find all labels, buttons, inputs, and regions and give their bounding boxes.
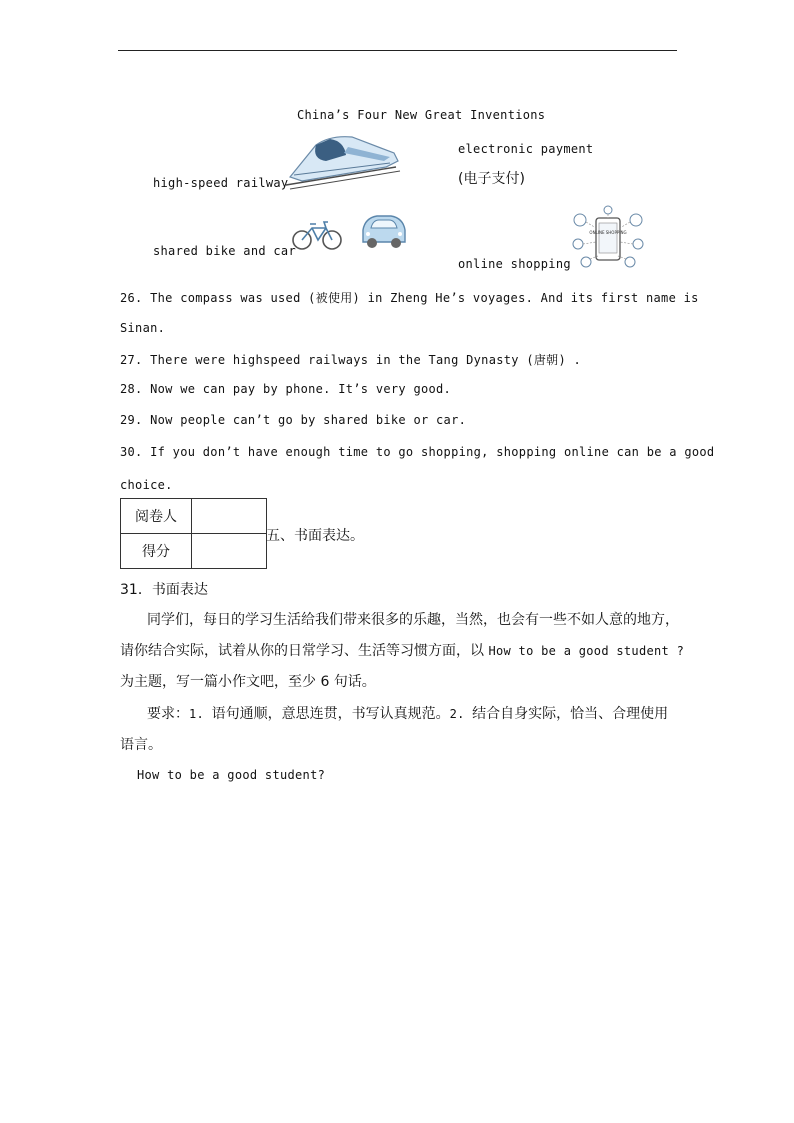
train-icon xyxy=(286,133,402,189)
question-28: 28. Now we can pay by phone. It’s very good. xyxy=(120,382,452,396)
label-high-speed-railway: high-speed railway xyxy=(153,176,289,190)
question-26-cont: Sinan. xyxy=(120,321,166,335)
writing-requirements-line-1 xyxy=(147,703,668,723)
requirement-2-number: 2. xyxy=(449,707,473,721)
header-rule xyxy=(118,50,677,51)
question-30-cont: choice. xyxy=(120,478,173,492)
writing-paragraph-line-2 xyxy=(120,640,684,660)
reviewer-label: 阅卷人 xyxy=(121,499,192,534)
question-27: 27. There were highspeed railways in the Tang Dynasty (唐朝) . xyxy=(120,353,582,367)
writing-prompt-title: How to be a good student? xyxy=(137,768,326,782)
label-shared-bike-car: shared bike and car xyxy=(153,244,296,258)
requirement-2-text: 结合自身实际，恰当、合理使用 xyxy=(472,706,669,722)
question-29: 29. Now people can’t go by shared bike or car. xyxy=(120,413,467,427)
requirement-1-number: 1. xyxy=(189,707,212,721)
question-30: 30. If you don’t have enough time to go shopping, shopping online can be a good xyxy=(120,445,715,459)
requirements-label: 要求： xyxy=(147,706,189,722)
bicycle-icon xyxy=(292,218,342,252)
score-field[interactable] xyxy=(192,534,267,569)
score-label: 得分 xyxy=(121,534,192,569)
writing-requirements-line-2: 语言。 xyxy=(120,737,162,753)
section-title: 五、书面表达。 xyxy=(266,528,364,544)
label-electronic-payment: electronic payment xyxy=(458,142,594,156)
car-icon xyxy=(357,212,409,252)
online-shopping-icon xyxy=(572,206,644,270)
label-electronic-payment-cn: (电子支付) xyxy=(458,171,525,187)
label-online-shopping: online shopping xyxy=(458,257,571,271)
requirement-1-text: 语句通顺，意思连贯，书写认真规范。 xyxy=(211,706,450,722)
phone-screen-text: ONLINE SHOPPING xyxy=(589,230,627,235)
writing-paragraph-line-2-cn: 请你结合实际，试着从你的日常学习、生活等习惯方面，以 xyxy=(120,643,489,659)
score-table xyxy=(120,498,267,569)
writing-topic-inline: How to be a good student ? xyxy=(488,644,685,658)
reviewer-field[interactable] xyxy=(192,499,267,534)
writing-paragraph-line-3: 为主题，写一篇小作文吧，至少 6 句话。 xyxy=(120,674,376,690)
writing-paragraph-line-1: 同学们，每日的学习生活给我们带来很多的乐趣，当然，也会有一些不如人意的地方， xyxy=(147,612,679,628)
question-26: 26. The compass was used (被使用) in Zheng He’s voyages. And its first name is xyxy=(120,291,699,305)
writing-number: 31．书面表达 xyxy=(120,582,208,598)
figure-title: China’s Four New Great Inventions xyxy=(297,108,546,122)
